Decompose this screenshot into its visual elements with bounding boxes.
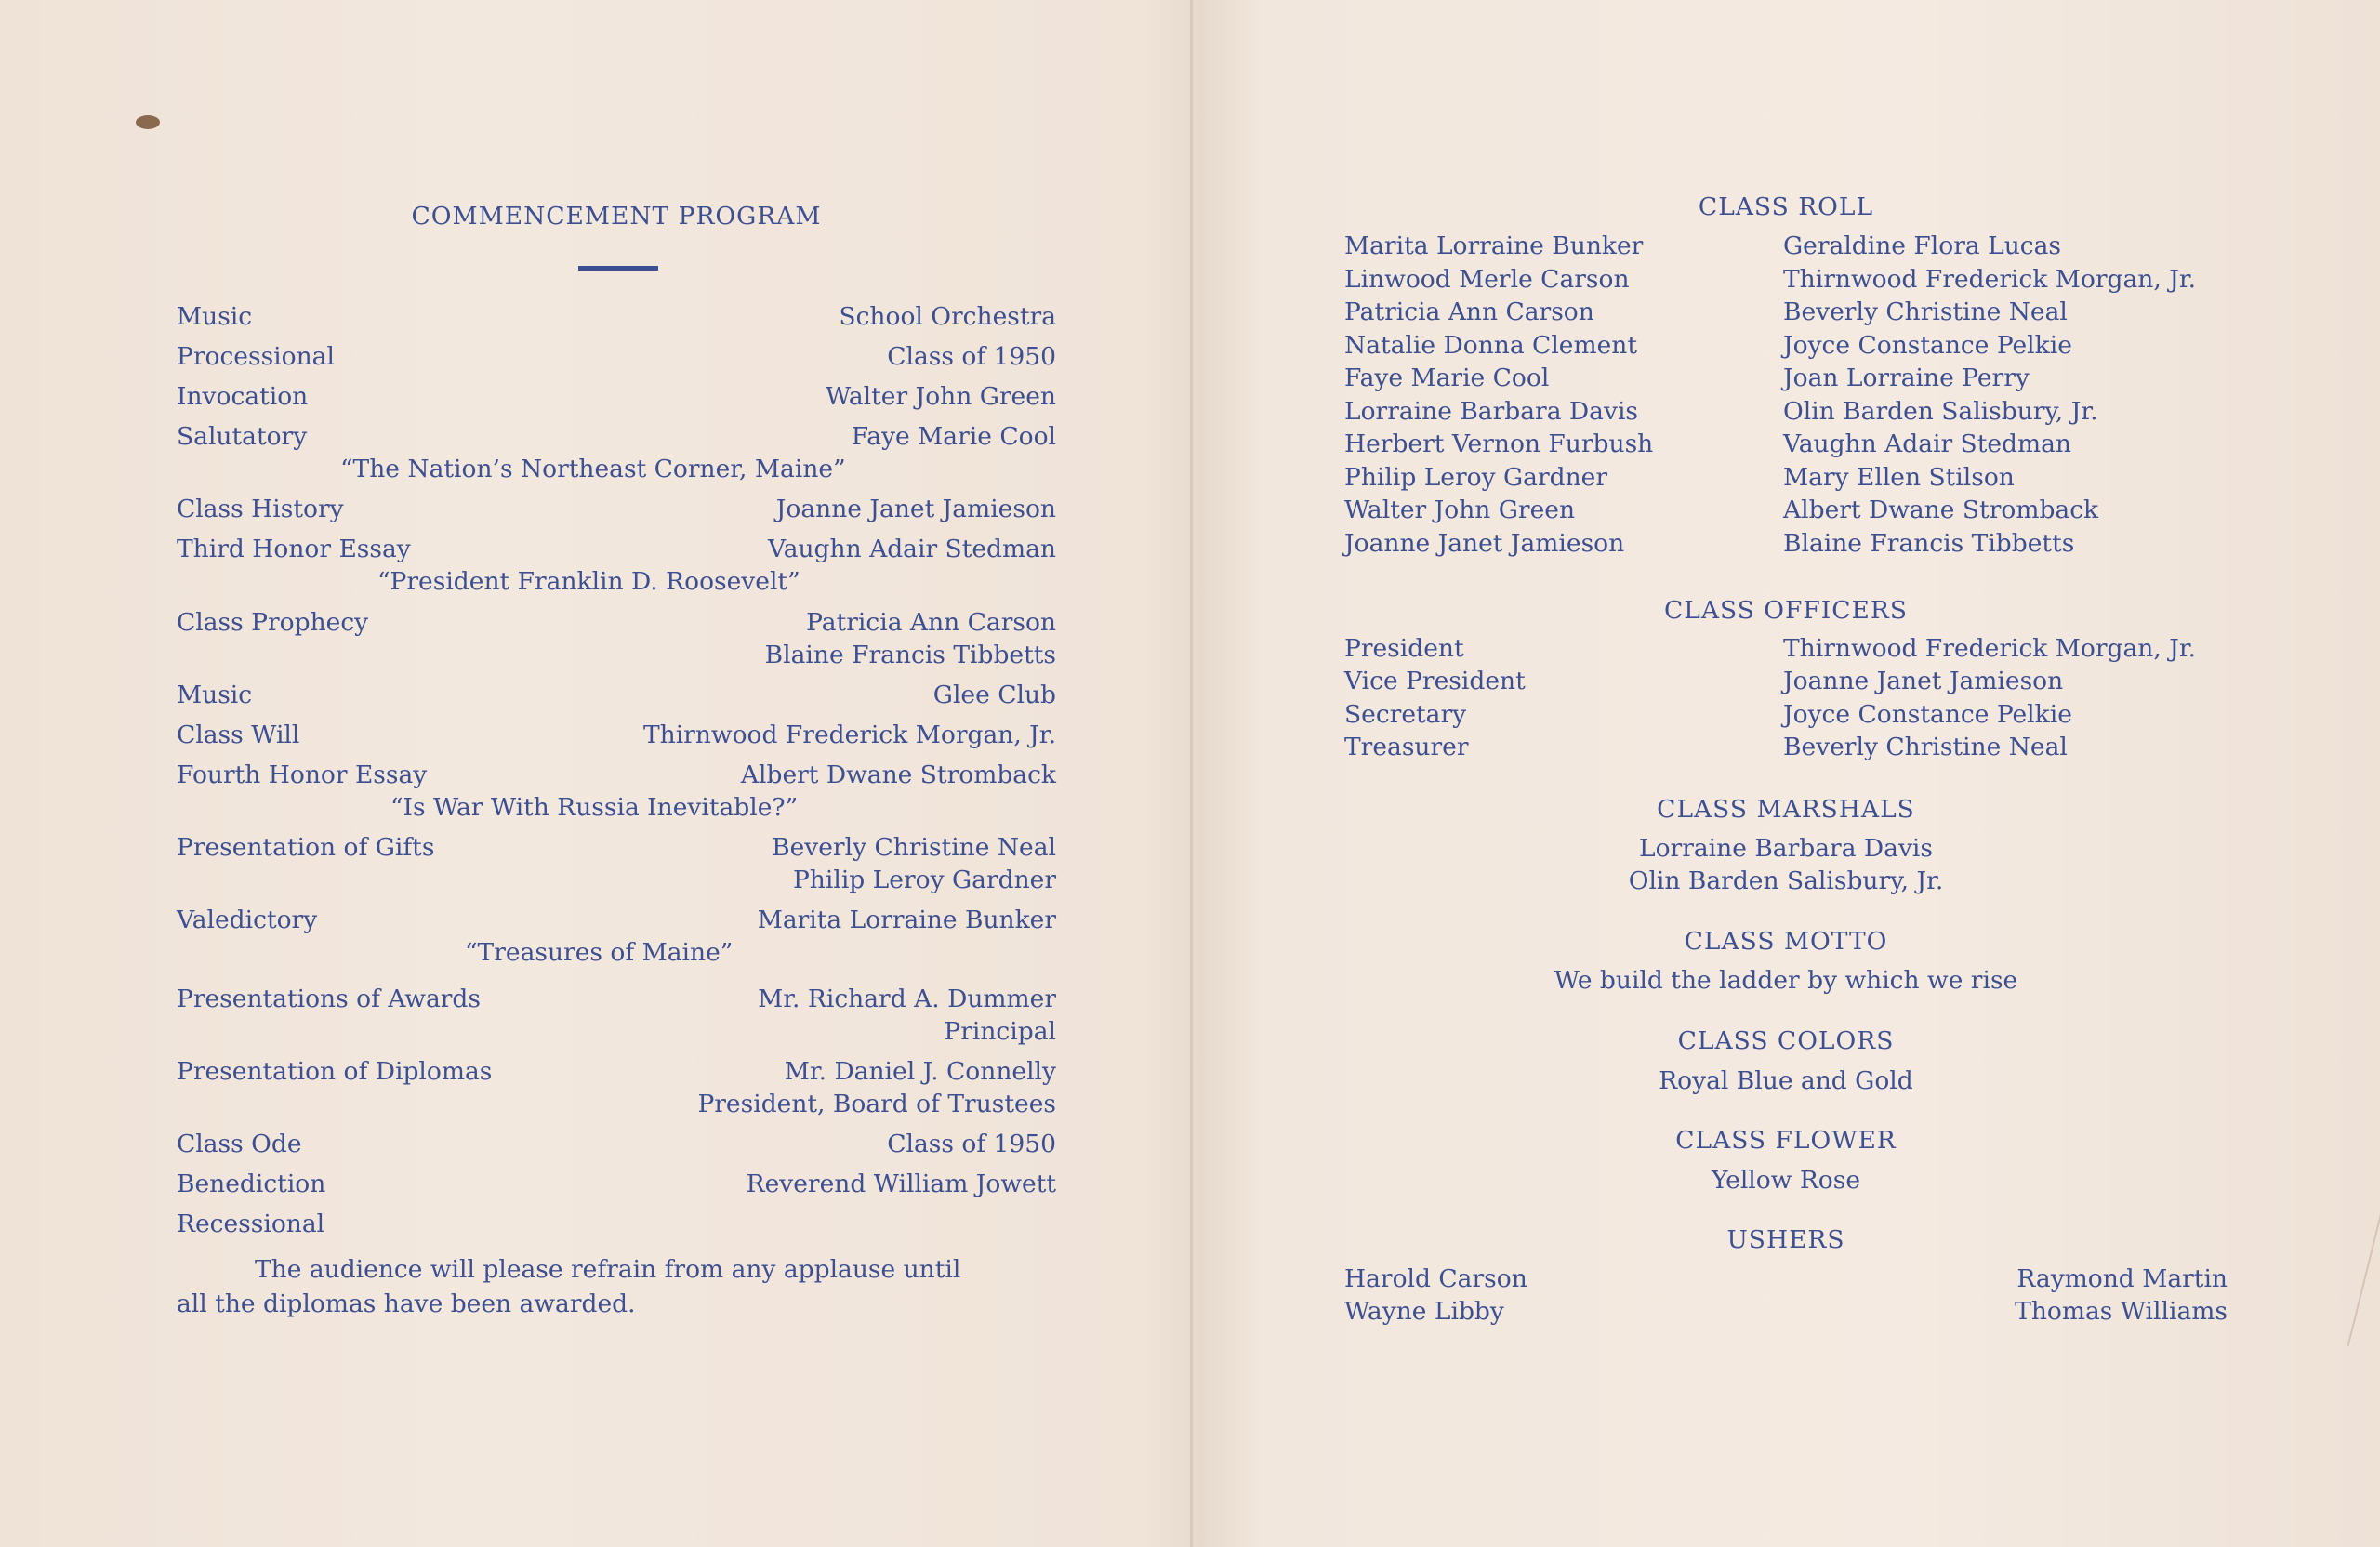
program-item: Benediction Reverend William Jowett [177,1170,1056,1198]
program-item: Recessional [177,1210,325,1238]
program-item: Class Will Thirnwood Frederick Morgan, Jr. [177,721,1056,749]
class-flower-title: CLASS FLOWER [1675,1126,1897,1155]
class-roll-name: Mary Ellen Stilson [1783,463,2015,492]
officer-name: Joyce Constance Pelkie [1783,700,2072,729]
program-item: Music School Orchestra [177,302,1056,331]
program-item-note: “The Nation’s Northeast Corner, Maine” [340,455,846,483]
officer-role: Treasurer [1344,733,1469,761]
ushers-title: USHERS [1726,1225,1845,1254]
usher-name: Thomas Williams [2015,1297,2228,1326]
program-item-cont: Philip Leroy Gardner [792,866,1056,894]
class-roll-name: Herbert Vernon Furbush [1344,430,1654,458]
class-roll-name: Joan Lorraine Perry [1783,364,2030,392]
officer-name: Joanne Janet Jamieson [1783,667,2064,695]
program-item: Presentations of Awards Mr. Richard A. Dummer [177,985,1056,1013]
class-roll-name: Joyce Constance Pelkie [1783,331,2072,360]
class-roll-name: Linwood Merle Carson [1344,265,1630,294]
officer-role: President [1344,634,1464,663]
class-roll-name: Faye Marie Cool [1344,364,1550,392]
program-item-cont: President, Board of Trustees [697,1090,1056,1118]
program-item-note: “Is War With Russia Inevitable?” [390,793,799,822]
class-roll-name: Thirnwood Frederick Morgan, Jr. [1783,265,2197,294]
class-roll-name: Geraldine Flora Lucas [1783,231,2062,260]
class-roll-title: CLASS ROLL [1698,192,1874,221]
class-motto-text: We build the ladder by which we rise [1554,966,2018,995]
class-roll-name: Lorraine Barbara Davis [1344,397,1639,426]
program-item: Class Prophecy Patricia Ann Carson [177,608,1056,637]
marshal-name: Lorraine Barbara Davis [1638,834,1934,863]
applause-notice-line2: all the diplomas have been awarded. [177,1289,636,1318]
usher-name: Wayne Libby [1344,1297,1504,1326]
center-fold [1190,0,1193,1547]
class-roll-name: Olin Barden Salisbury, Jr. [1783,397,2098,426]
marshal-name: Olin Barden Salisbury, Jr. [1628,866,1944,895]
program-item: Salutatory Faye Marie Cool [177,422,1056,451]
class-roll-name: Beverly Christine Neal [1783,298,2068,326]
class-roll-name: Patricia Ann Carson [1344,298,1594,326]
program-item-cont: Blaine Francis Tibbetts [764,641,1056,669]
program-item: Presentation of Gifts Beverly Christine Neal [177,833,1056,862]
officer-role: Vice President [1344,667,1526,695]
officer-name: Beverly Christine Neal [1783,733,2068,761]
class-roll-name: Marita Lorraine Bunker [1344,231,1644,260]
program-item: Fourth Honor Essay Albert Dwane Stromback [177,760,1056,789]
program-item-note: “Treasures of Maine” [465,938,734,967]
class-roll-name: Natalie Donna Clement [1344,331,1638,360]
program-title: COMMENCEMENT PROGRAM [411,202,822,231]
title-rule [578,266,658,271]
usher-name: Harold Carson [1344,1264,1527,1293]
program-item: Valedictory Marita Lorraine Bunker [177,906,1056,934]
class-marshals-title: CLASS MARSHALS [1657,795,1915,824]
program-item: Class Ode Class of 1950 [177,1130,1056,1158]
class-roll-name: Walter John Green [1344,496,1576,524]
class-flower-text: Yellow Rose [1711,1166,1861,1195]
applause-notice-line1: The audience will please refrain from any applause until [255,1255,961,1284]
class-roll-name: Blaine Francis Tibbetts [1783,529,2075,558]
program-item: Presentation of Diplomas Mr. Daniel J. Connelly [177,1057,1056,1086]
class-colors-title: CLASS COLORS [1677,1026,1895,1055]
class-motto-title: CLASS MOTTO [1684,927,1888,956]
class-officers-title: CLASS OFFICERS [1664,596,1908,625]
class-roll-name: Joanne Janet Jamieson [1344,529,1625,558]
officer-name: Thirnwood Frederick Morgan, Jr. [1783,634,2197,663]
class-roll-name: Albert Dwane Stromback [1783,496,2099,524]
paper-crease [2347,1201,2380,1346]
class-colors-text: Royal Blue and Gold [1659,1066,1913,1095]
class-roll-name: Vaughn Adair Stedman [1783,430,2072,458]
program-item: Invocation Walter John Green [177,382,1056,411]
program-item-cont: Principal [944,1017,1056,1046]
program-item: Third Honor Essay Vaughn Adair Stedman [177,535,1056,563]
program-item: Music Glee Club [177,681,1056,709]
class-roll-name: Philip Leroy Gardner [1344,463,1608,492]
program-item-note: “President Franklin D. Roosevelt” [377,567,800,596]
program-item: Processional Class of 1950 [177,342,1056,371]
program-item: Class History Joanne Janet Jamieson [177,495,1056,523]
paper-stain [136,115,160,129]
officer-role: Secretary [1344,700,1467,729]
usher-name: Raymond Martin [2016,1264,2228,1293]
